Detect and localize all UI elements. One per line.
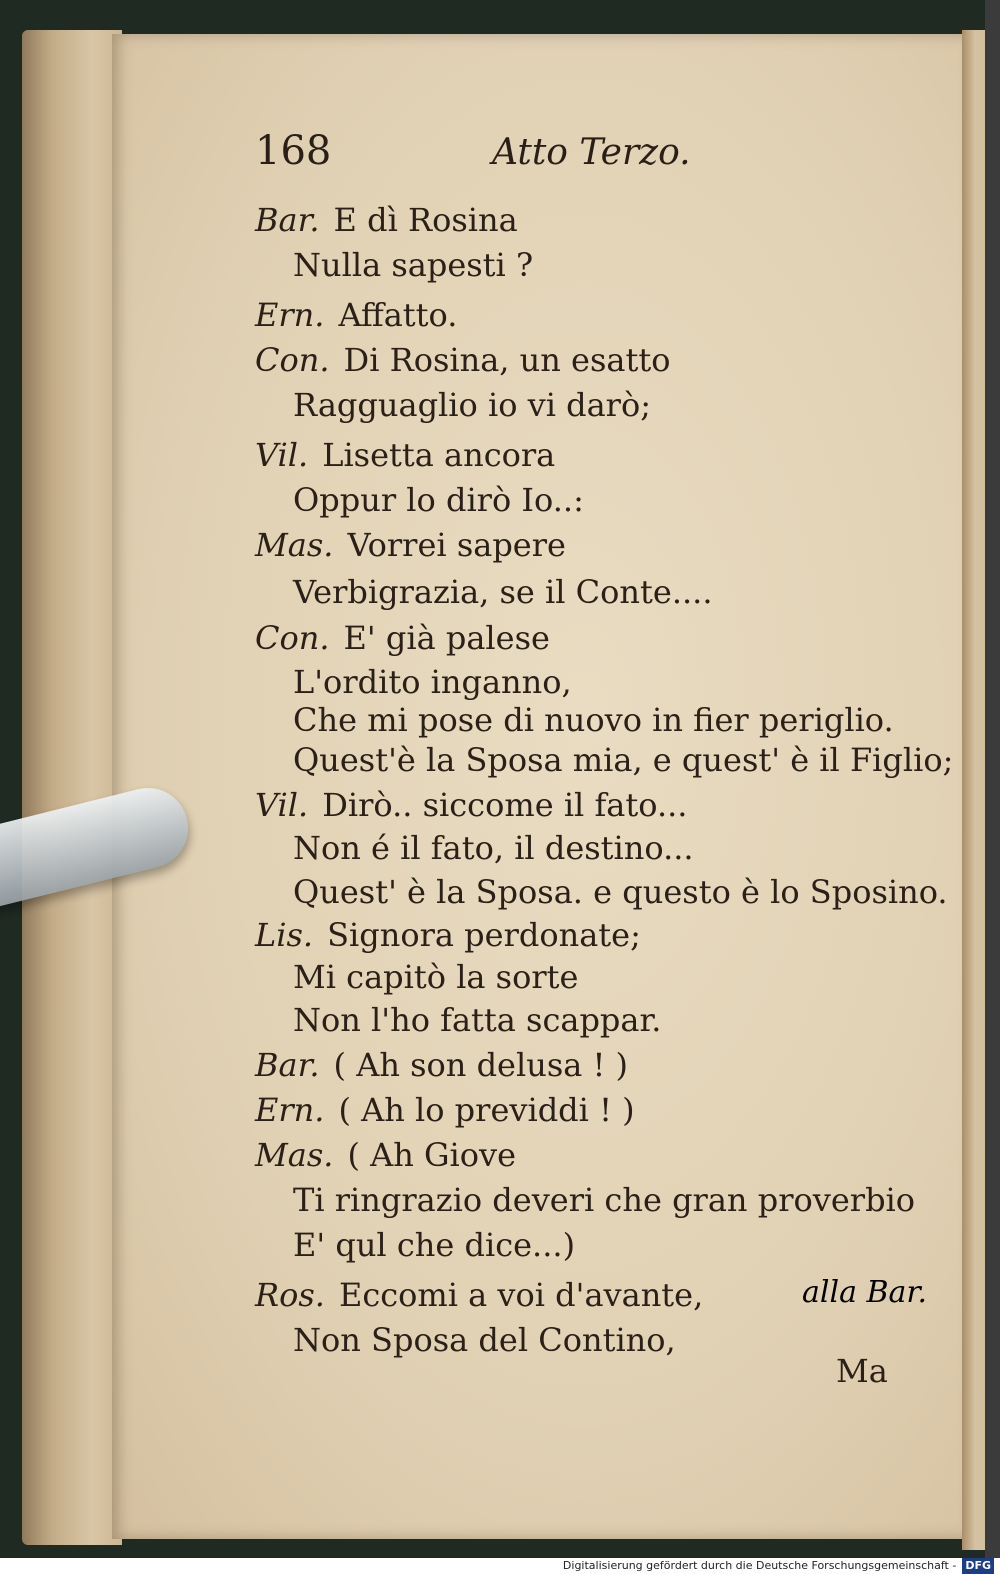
verse-line: [293, 1320, 676, 1360]
digitization-footer: [0, 1558, 1000, 1574]
verse-text: ( Ah lo previddi ! ): [338, 1091, 635, 1129]
speaker-label: Con.: [255, 619, 330, 657]
verse-text: Verbigrazia, se il Conte....: [293, 573, 713, 611]
verse-text: Quest' è la Sposa. e questo è lo Sposino.: [293, 873, 948, 911]
speaker-label: Ern.: [255, 1091, 325, 1129]
verse-line: [293, 1225, 575, 1265]
speaker-label: Con.: [255, 341, 330, 379]
verse-line: [255, 200, 518, 240]
verse-text: E' qul che dice...): [293, 1226, 576, 1264]
verse-line: [293, 828, 694, 868]
verse-line: [255, 1090, 635, 1130]
verse-text: E dì Rosina: [333, 201, 518, 239]
verse-line: [255, 340, 670, 380]
verse-line: [293, 1000, 661, 1040]
running-title: Atto Terzo.: [492, 132, 691, 173]
verse-line: [293, 662, 572, 702]
verse-text: Mi capitò la sorte: [293, 958, 579, 996]
speaker-label: Mas.: [255, 526, 334, 564]
verse-text: Nulla sapesti ?: [293, 246, 534, 284]
verse-text: Eccomi a voi d'avante,: [338, 1276, 704, 1314]
speaker-label: Mas.: [255, 1136, 334, 1174]
page-header: [0, 128, 1000, 188]
stage-direction: alla Bar.: [802, 1275, 928, 1310]
speaker-label: Vil.: [255, 786, 309, 824]
verse-line: [293, 872, 948, 912]
verse-text: Quest'è la Sposa mia, e quest' è il Figlio;: [293, 741, 954, 779]
verse-line: [293, 480, 584, 520]
verse-line: [255, 785, 687, 825]
verse-line: [293, 740, 953, 780]
verse-line: [255, 915, 641, 955]
verse-text: ( Ah son delusa ! ): [333, 1046, 629, 1084]
verse-text: Di Rosina, un esatto: [343, 341, 671, 379]
speaker-label: Ros.: [255, 1276, 325, 1314]
speaker-label: Bar.: [255, 1046, 320, 1084]
verse-text: L'ordito inganno,: [293, 663, 572, 701]
verse-line: [293, 1180, 915, 1220]
footer-text: Digitalisierung gefördert durch die Deutsche Forschungsgemeinschaft -: [562, 1559, 957, 1572]
verse-line: [255, 435, 555, 475]
speaker-label: Bar.: [255, 201, 320, 239]
verse-text: Oppur lo dirò Io..:: [293, 481, 584, 519]
page-stack-edge: [22, 30, 122, 1545]
verse-text: Non Sposa del Contino,: [293, 1321, 676, 1359]
verse-line: [293, 572, 713, 612]
verse-text: Dirò.. siccome il fato...: [322, 786, 688, 824]
verse-text: Vorrei sapere: [347, 526, 566, 564]
verse-text: Lisetta ancora: [322, 436, 556, 474]
scanner-frame: [985, 0, 1000, 1560]
speaker-label: Vil.: [255, 436, 309, 474]
verse-line: [255, 1275, 703, 1315]
verse-line: [293, 957, 578, 997]
verse-text: E' già palese: [343, 619, 550, 657]
verse-text: Ti ringrazio deveri che gran proverbio: [293, 1181, 916, 1219]
verse-text: Non l'ho fatta scappar.: [293, 1001, 662, 1039]
catchword: Ma: [836, 1352, 888, 1390]
verse-line: [255, 525, 566, 565]
dfg-logo: DFG: [962, 1558, 994, 1574]
verse-line: [255, 295, 457, 335]
verse-line: [255, 618, 550, 658]
verse-text: Affatto.: [338, 296, 458, 334]
verse-text: Ragguaglio io vi darò;: [293, 386, 652, 424]
verse-text: Signora perdonate;: [327, 916, 641, 954]
verse-text: Non é il fato, il destino...: [293, 829, 694, 867]
verse-line: [255, 1045, 628, 1085]
verse-line: [293, 385, 651, 425]
speaker-label: Lis.: [255, 916, 314, 954]
speaker-label: Ern.: [255, 296, 325, 334]
verse-text: ( Ah Giove: [347, 1136, 517, 1174]
verse-line: [293, 700, 894, 740]
page-number: 168: [255, 128, 332, 174]
verse-line: [293, 245, 533, 285]
verse-line: [255, 1135, 516, 1175]
verse-text: Che mi pose di nuovo in fier periglio.: [293, 701, 894, 739]
